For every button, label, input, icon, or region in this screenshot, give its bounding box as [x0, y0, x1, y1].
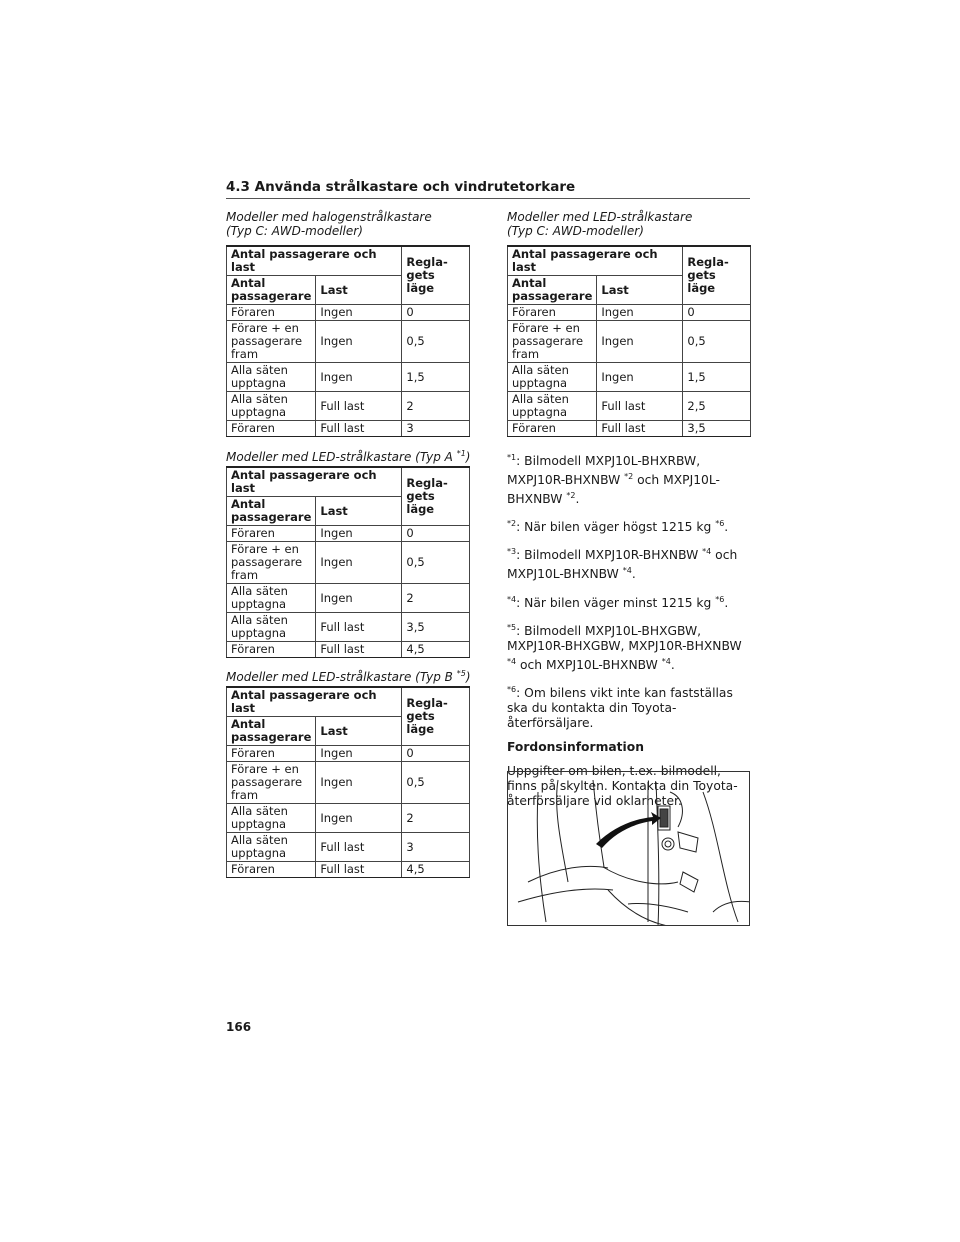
table-cell: Föraren	[227, 862, 316, 878]
table4	[507, 245, 751, 437]
table-cell: 4,5	[402, 862, 470, 878]
footnotes	[507, 450, 751, 818]
table-cell: Ingen	[316, 305, 402, 321]
table-cell: 2	[402, 804, 470, 833]
table-cell: 1,5	[683, 363, 751, 392]
footnote-2: $^{*2}$: När bilen väger högst 1215 kg $^{*6}$.	[507, 519, 729, 535]
table-cell: 2	[402, 392, 470, 421]
table-cell: Ingen	[597, 321, 683, 363]
header-adjust: Regla-gets läge	[683, 246, 751, 305]
header-passengers: Antal passagerare	[508, 276, 597, 305]
section-title: 4.3 Använda strålkastare och vindrutetorkare	[226, 179, 576, 195]
table-cell: Ingen	[597, 363, 683, 392]
table-cell: Ingen	[316, 804, 402, 833]
vehicle-info-heading: Fordonsinformation	[507, 739, 644, 754]
table-row	[508, 305, 751, 321]
header-passengers: Antal passagerare	[227, 276, 316, 305]
table-row	[227, 526, 470, 542]
table-cell: 3,5	[402, 613, 470, 642]
table-cell: Alla säten upptagna	[227, 363, 316, 392]
header-passengers: Antal passagerare	[227, 497, 316, 526]
table-cell: 0	[402, 305, 470, 321]
footnote-5: $^{*5}$: Bilmodell MXPJ10L-BHXGBW, MXPJ10R-BHXGBW, MXPJ10R-BHXNBW $^{*4}$ och MXPJ10L-BHXNBW $^{*4}$.	[507, 622, 742, 672]
table1	[226, 245, 470, 437]
table-cell: 0,5	[402, 542, 470, 584]
header-adjust: Regla-gets läge	[402, 467, 470, 526]
table-cell: Full last	[316, 833, 402, 862]
table-cell: 3	[402, 833, 470, 862]
table-cell: Alla säten upptagna	[227, 613, 316, 642]
table-cell: Full last	[316, 642, 402, 658]
arrow-icon	[596, 812, 661, 848]
header-group: Antal passagerare och last	[508, 246, 683, 276]
table-cell: Alla säten upptagna	[227, 392, 316, 421]
table-cell: Alla säten upptagna	[508, 392, 597, 421]
table-row	[227, 392, 470, 421]
table-row	[227, 363, 470, 392]
table-cell: Ingen	[316, 762, 402, 804]
table-cell: Ingen	[316, 363, 402, 392]
table-cell: Full last	[316, 392, 402, 421]
table3-caption: Modeller med LED-strålkastare (Typ B $^{*5}$)	[226, 669, 471, 684]
table-cell: Full last	[597, 392, 683, 421]
table-cell: Alla säten upptagna	[227, 584, 316, 613]
header-adjust: Regla-gets läge	[402, 246, 470, 305]
table2	[226, 466, 470, 658]
table-cell: Föraren	[227, 305, 316, 321]
table-cell: Föraren	[508, 305, 597, 321]
table-cell: Full last	[316, 421, 402, 437]
table-cell: 2,5	[683, 392, 751, 421]
table-cell: Föraren	[508, 421, 597, 437]
header-adjust: Regla-gets läge	[402, 687, 470, 746]
table-cell: Ingen	[316, 542, 402, 584]
header-group: Antal passagerare och last	[227, 246, 402, 276]
table-row	[227, 762, 470, 804]
table-cell: 3,5	[683, 421, 751, 437]
table-cell: Föraren	[227, 746, 316, 762]
table-cell: 1,5	[402, 363, 470, 392]
header-passengers: Antal passagerare	[227, 717, 316, 746]
table-cell: 0,5	[683, 321, 751, 363]
table-row	[508, 421, 751, 437]
table-cell: 3	[402, 421, 470, 437]
table-cell: 0	[402, 746, 470, 762]
table-cell: 4,5	[402, 642, 470, 658]
table-cell: Ingen	[597, 305, 683, 321]
table-cell: Alla säten upptagna	[227, 833, 316, 862]
footnote-4: $^{*4}$: När bilen väger minst 1215 kg $^{*6}$.	[507, 594, 729, 610]
table-cell: 0	[683, 305, 751, 321]
table4-caption: Modeller med LED-strålkastare (Typ C: AWD-modeller)	[507, 210, 693, 238]
table-row	[508, 321, 751, 363]
table-cell: Föraren	[227, 526, 316, 542]
table-cell: Full last	[316, 862, 402, 878]
footnote-6: $^{*6}$: Om bilens vikt inte kan fastställas ska du kontakta din Toyota-återförsäljare.	[507, 684, 733, 730]
table-row	[227, 305, 470, 321]
table-cell: Ingen	[316, 526, 402, 542]
table1-caption: Modeller med halogenstrålkastare (Typ C: AWD-modeller)	[226, 210, 432, 238]
table-cell: Alla säten upptagna	[227, 804, 316, 833]
table-cell: Ingen	[316, 584, 402, 613]
table-row	[227, 746, 470, 762]
table-row	[227, 642, 470, 658]
table-cell: Förare + en passagerare fram	[508, 321, 597, 363]
table-cell: Förare + en passagerare fram	[227, 542, 316, 584]
table-row	[227, 613, 470, 642]
table-cell: Föraren	[227, 421, 316, 437]
table2-caption: Modeller med LED-strålkastare (Typ A $^{*1}$)	[226, 449, 471, 464]
table-cell: Alla säten upptagna	[508, 363, 597, 392]
section-divider	[226, 198, 750, 199]
car-door-pillar-drawing	[508, 772, 750, 926]
table-row	[508, 392, 751, 421]
header-load: Last	[316, 717, 402, 746]
vehicle-label-illustration	[507, 771, 750, 926]
table-cell: Full last	[316, 613, 402, 642]
table-cell: Ingen	[316, 746, 402, 762]
table-row	[227, 804, 470, 833]
footnote-1: $^{*1}$: Bilmodell MXPJ10L-BHXRBW, MXPJ10R-BHXNBW $^{*2}$ och MXPJ10L-BHXNBW $^{*2}$.	[507, 453, 720, 507]
table-row	[227, 421, 470, 437]
table-row	[227, 862, 470, 878]
table-row	[227, 542, 470, 584]
page-number: 166	[226, 1020, 252, 1034]
table-row	[227, 321, 470, 363]
table-cell: Förare + en passagerare fram	[227, 762, 316, 804]
table-row	[508, 363, 751, 392]
vehicle-info-body: Uppgifter om bilen, t.ex. bilmodell, finns på skylten. Kontakta din Toyota-återförsäljare vid oklarheter.	[507, 763, 738, 808]
table-row	[227, 584, 470, 613]
header-group: Antal passagerare och last	[227, 687, 402, 717]
table-cell: 2	[402, 584, 470, 613]
header-load: Last	[597, 276, 683, 305]
table-cell: Förare + en passagerare fram	[227, 321, 316, 363]
table-cell: 0,5	[402, 762, 470, 804]
header-group: Antal passagerare och last	[227, 467, 402, 497]
table-row	[227, 833, 470, 862]
table-cell: Full last	[597, 421, 683, 437]
table-cell: Ingen	[316, 321, 402, 363]
table-cell: 0	[402, 526, 470, 542]
header-load: Last	[316, 276, 402, 305]
table-cell: Föraren	[227, 642, 316, 658]
table-cell: 0,5	[402, 321, 470, 363]
footnote-3: $^{*3}$: Bilmodell MXPJ10R-BHXNBW $^{*4}$ och MXPJ10L-BHXNBW $^{*4}$.	[507, 547, 738, 582]
table3	[226, 686, 470, 878]
header-load: Last	[316, 497, 402, 526]
